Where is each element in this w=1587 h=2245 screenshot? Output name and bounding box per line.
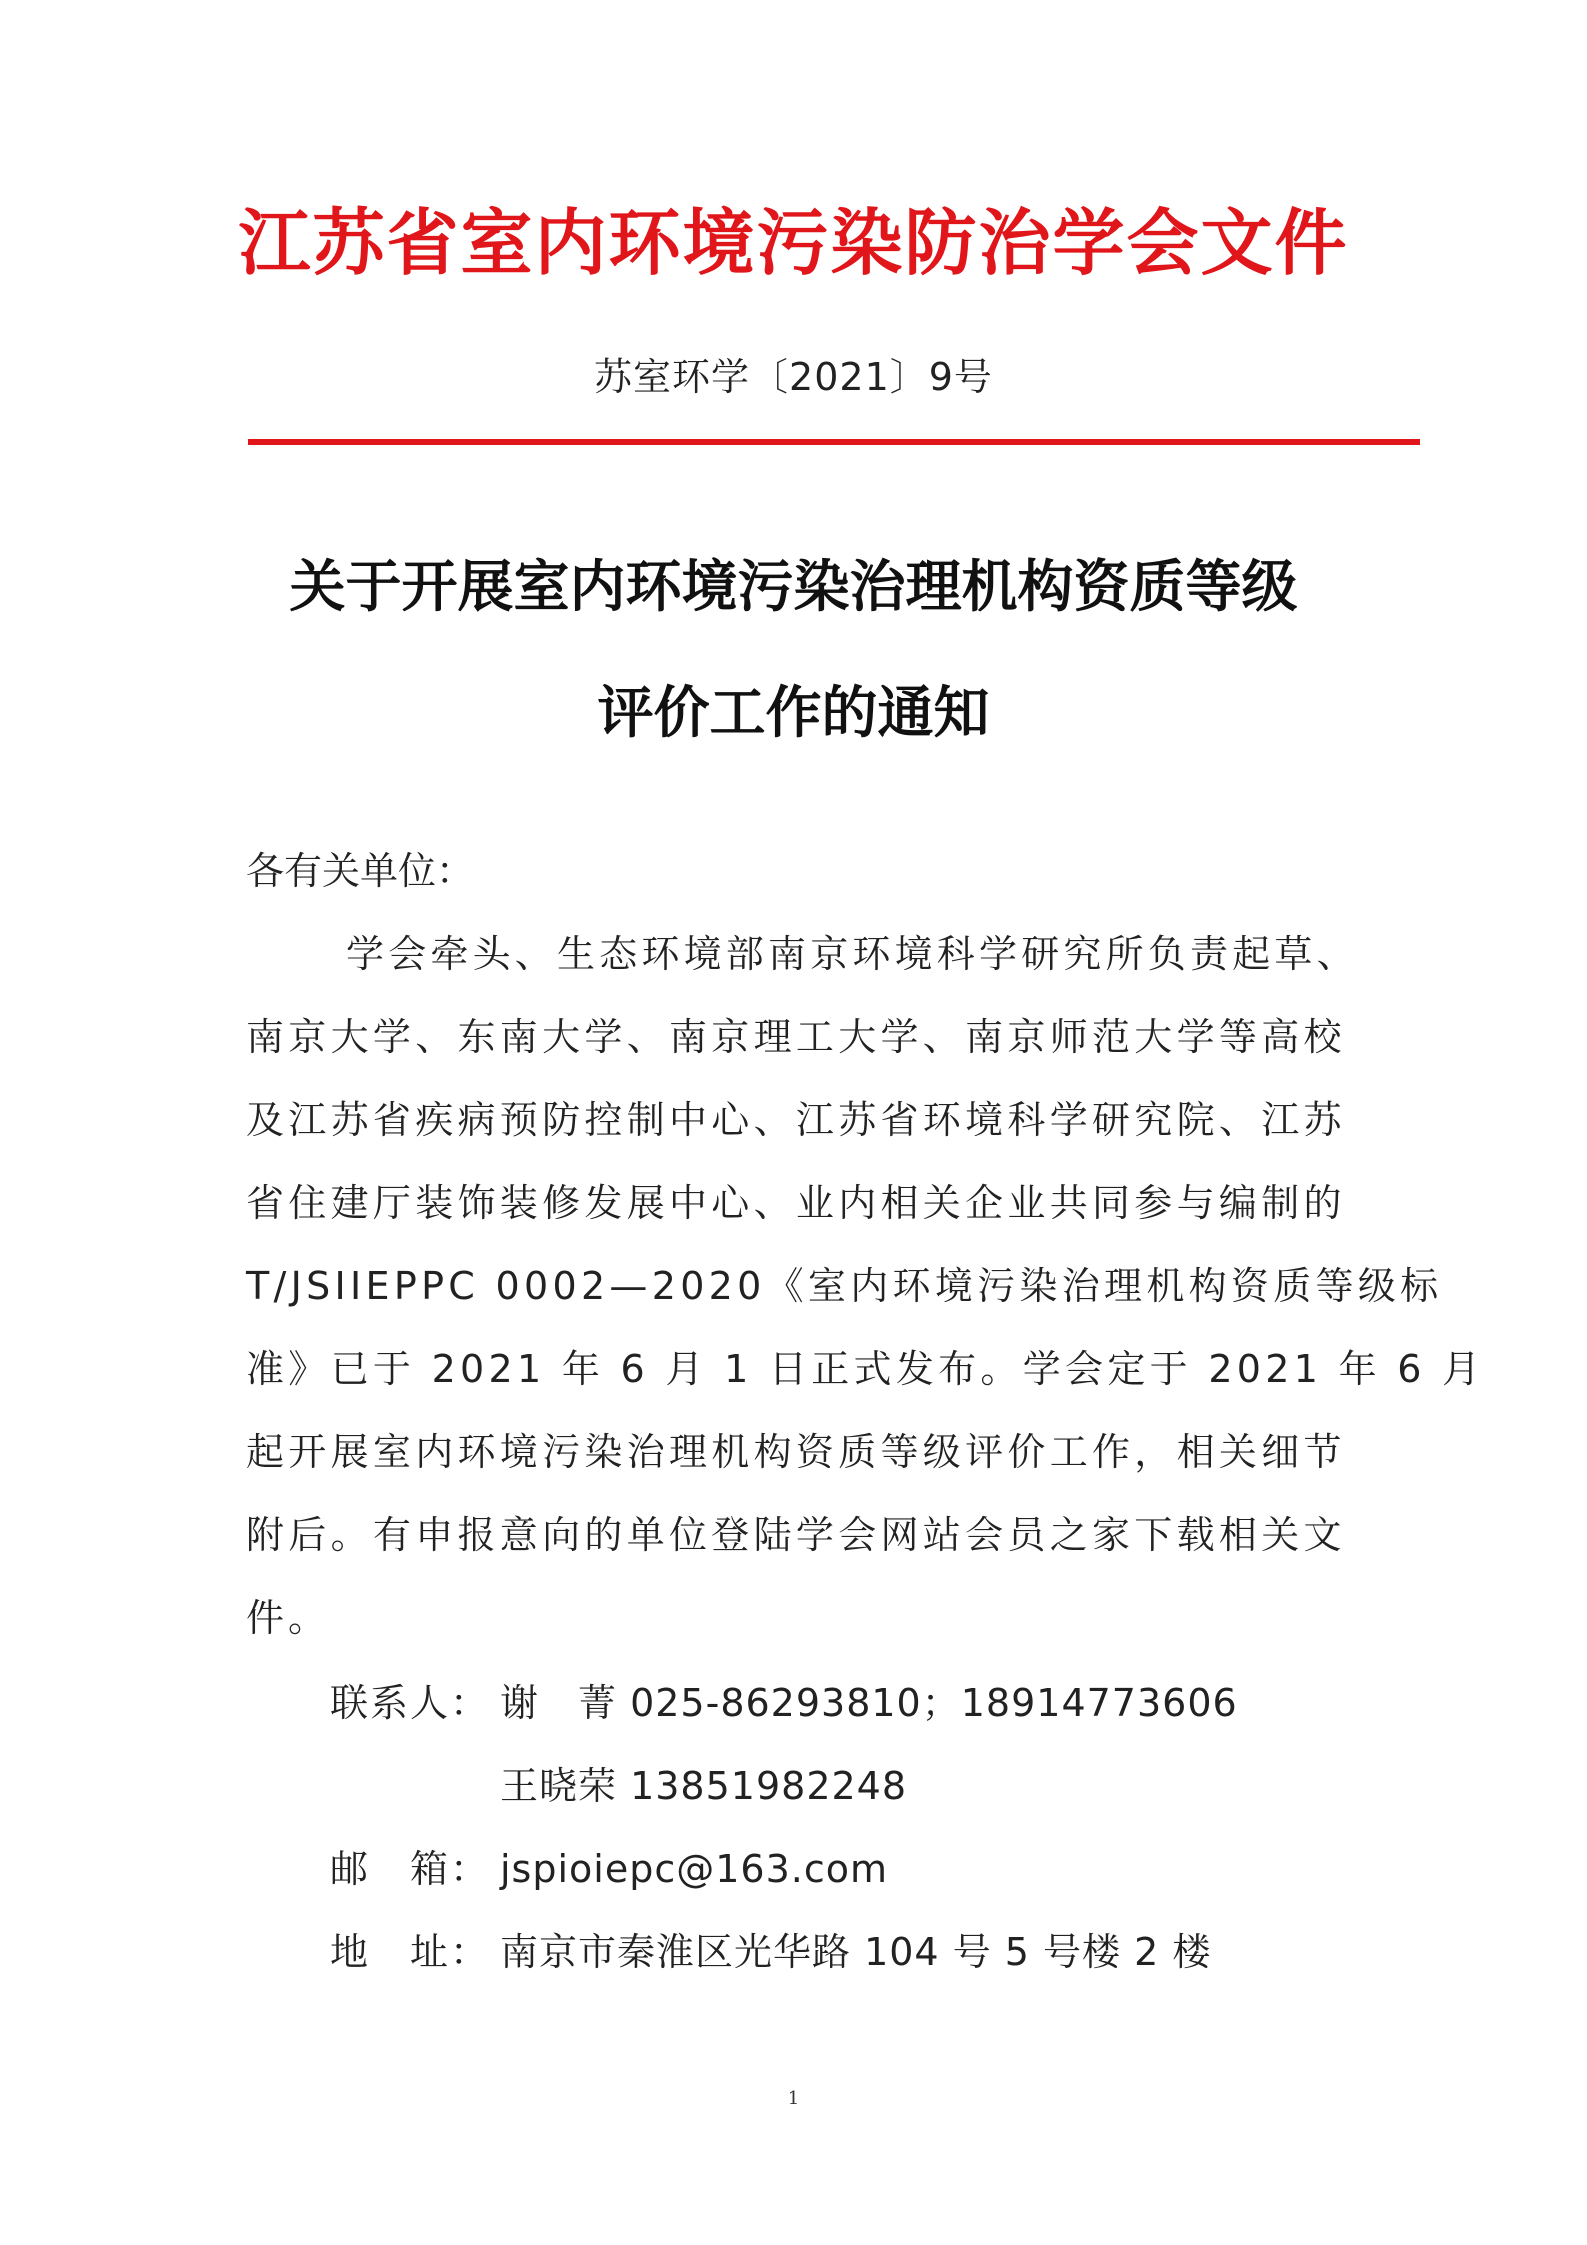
- contact-block: [330, 1662, 1238, 1994]
- paragraph-line: 南京大学、东南大学、南京理工大学、南京师范大学等高校: [246, 1015, 1346, 1059]
- paragraph-line: 学会牵头、生态环境部南京环境科学研究所负责起草、: [346, 932, 1359, 976]
- contact-row-person-1: [330, 1662, 1238, 1745]
- paragraph-line: 件。: [246, 1596, 331, 1640]
- paragraph-line: T/JSIIEPPC 0002—2020《室内环境污染治理机构资质等级标: [246, 1264, 1443, 1308]
- contact-row-address: [330, 1911, 1238, 1994]
- notice-title-line-1: 关于开展室内环境污染治理机构资质等级: [289, 554, 1298, 620]
- contact-label: 联系人：: [330, 1681, 491, 1725]
- postal-address: 南京市秦淮区光华路 104 号 5 号楼 2 楼: [500, 1930, 1212, 1974]
- page-number: 1: [787, 2088, 800, 2109]
- contact-person-2: 王晓荣 13851982248: [500, 1764, 908, 1808]
- salutation: 各有关单位：: [246, 849, 475, 893]
- body-paragraph: [246, 913, 1485, 1660]
- paragraph-line: 省住建厅装饰装修发展中心、业内相关企业共同参与编制的: [246, 1181, 1346, 1225]
- org-header-title: 江苏省室内环境污染防治学会文件: [238, 200, 1349, 285]
- email-label: 邮 箱：: [330, 1847, 491, 1891]
- contact-row-person-2: [330, 1745, 1238, 1828]
- document-number: 苏室环学〔2021〕9号: [594, 355, 993, 399]
- paragraph-line: 附后。有申报意向的单位登陆学会网站会员之家下载相关文: [246, 1513, 1346, 1557]
- contact-person-1: 谢 菁 025-86293810；18914773606: [500, 1681, 1238, 1725]
- address-label: 地 址：: [330, 1930, 491, 1974]
- contact-row-email: [330, 1828, 1238, 1911]
- paragraph-line: 及江苏省疾病预防控制中心、江苏省环境科学研究院、江苏: [246, 1098, 1346, 1142]
- email-address[interactable]: jspioiepc@163.com: [500, 1847, 889, 1891]
- paragraph-line: 起开展室内环境污染治理机构资质等级评价工作，相关细节: [246, 1430, 1346, 1474]
- notice-title-line-2: 评价工作的通知: [597, 680, 990, 746]
- red-divider-rule: [248, 439, 1420, 445]
- paragraph-line: 准》已于 2021 年 6 月 1 日正式发布。学会定于 2021 年 6 月: [246, 1347, 1485, 1391]
